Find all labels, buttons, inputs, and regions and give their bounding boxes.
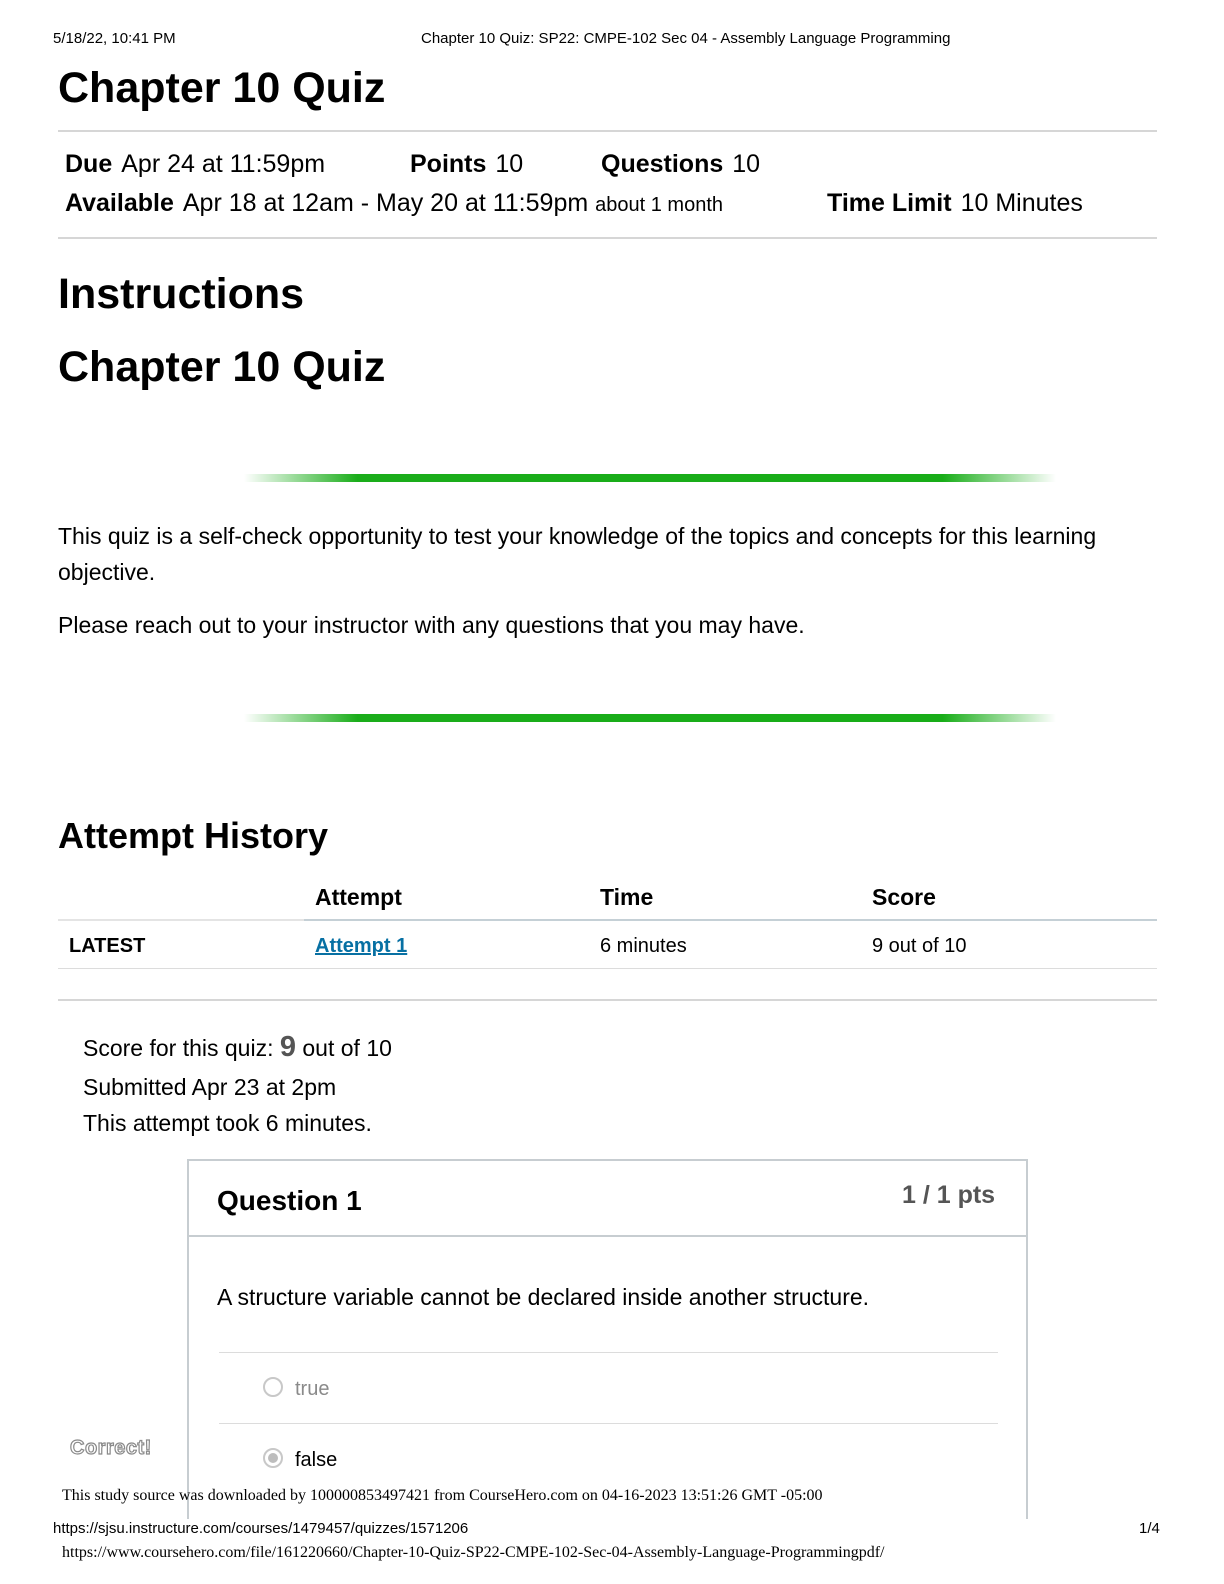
points-label: Points <box>410 150 487 178</box>
available-duration: about 1 month <box>595 194 723 216</box>
due-label: Due <box>65 150 113 178</box>
attempt-1-link[interactable]: Attempt 1 <box>315 935 408 957</box>
print-page-title: Chapter 10 Quiz: SP22: CMPE-102 Sec 04 - Assembly Language Programming <box>421 30 951 47</box>
available-label: Available <box>65 189 174 217</box>
download-watermark: This study source was downloaded by 100000853497421 from CourseHero.com on 04-16-2023 13:51:26 GMT -05:00 <box>62 1487 823 1504</box>
questions-value: 10 <box>732 150 761 178</box>
available-info <box>65 189 723 218</box>
score-suffix: out of 10 <box>302 1035 392 1061</box>
result-divider <box>58 999 1157 1001</box>
question-card <box>187 1159 1028 1519</box>
print-datetime: 5/18/22, 10:41 PM <box>53 30 176 47</box>
points-value: 10 <box>495 150 524 178</box>
option-divider <box>219 1352 998 1353</box>
table-header-rule <box>304 919 1157 921</box>
correct-feedback-label: Correct! <box>70 1437 152 1459</box>
column-header-score: Score <box>872 884 936 910</box>
due-info <box>65 150 325 179</box>
available-value: Apr 18 at 12am - May 20 at 11:59pm <box>182 189 589 217</box>
attempt-history-heading: Attempt History <box>58 815 329 856</box>
score-value: 9 <box>279 1031 296 1063</box>
header-divider-bottom <box>58 237 1157 239</box>
time-limit-info <box>827 189 1083 218</box>
instructions-paragraph-1-line-2: objective. <box>58 559 156 585</box>
source-url: https://www.coursehero.com/file/161220660/Chapter-10-Quiz-SP22-CMPE-102-Sec-04-Assembly-Language-Programmingpdf/ <box>62 1544 885 1561</box>
column-header-attempt: Attempt <box>315 884 402 910</box>
questions-label: Questions <box>601 150 724 178</box>
instructions-paragraph-1 <box>58 518 1158 590</box>
submitted-time: Submitted Apr 23 at 2pm <box>83 1074 337 1100</box>
points-info <box>410 150 523 179</box>
attempt-score: 9 out of 10 <box>872 935 967 957</box>
instructions-paragraph-2: Please reach out to your instructor with any questions that you may have. <box>58 612 805 638</box>
header-divider-top <box>58 130 1157 132</box>
footer-url: https://sjsu.instructure.com/courses/1479457/quizzes/1571206 <box>53 1520 469 1537</box>
questions-info <box>601 150 760 179</box>
green-divider-top <box>244 474 1056 482</box>
attempt-time: 6 minutes <box>600 935 687 957</box>
table-row-divider <box>58 968 1157 969</box>
option-label-true: true <box>295 1378 330 1400</box>
option-divider <box>219 1423 998 1424</box>
question-header <box>189 1161 1026 1237</box>
due-value: Apr 24 at 11:59pm <box>121 150 326 178</box>
question-title: Question 1 <box>217 1185 362 1216</box>
latest-label: LATEST <box>69 935 146 957</box>
column-header-time: Time <box>600 884 654 910</box>
page-number: 1/4 <box>1139 1520 1160 1537</box>
time-limit-label: Time Limit <box>827 189 952 217</box>
quiz-title: Chapter 10 Quiz <box>58 64 386 112</box>
question-text: A structure variable cannot be declared inside another structure. <box>217 1284 870 1310</box>
question-points: 1 / 1 pts <box>902 1181 996 1209</box>
time-limit-value: 10 Minutes <box>960 189 1083 217</box>
table-header-rule-blank <box>58 919 304 921</box>
attempt-duration: This attempt took 6 minutes. <box>83 1110 372 1136</box>
score-prefix: Score for this quiz: <box>83 1035 274 1061</box>
instructions-paragraph-1-line-1: This quiz is a self-check opportunity to test your knowledge of the topics and concepts for this learning <box>58 523 1097 549</box>
option-label-false: false <box>295 1449 338 1471</box>
quiz-score <box>83 1031 392 1064</box>
green-divider-bottom <box>244 714 1056 722</box>
radio-false[interactable] <box>263 1448 283 1468</box>
instructions-subheading: Chapter 10 Quiz <box>58 343 386 391</box>
radio-true[interactable] <box>263 1377 283 1397</box>
instructions-heading: Instructions <box>58 270 305 318</box>
